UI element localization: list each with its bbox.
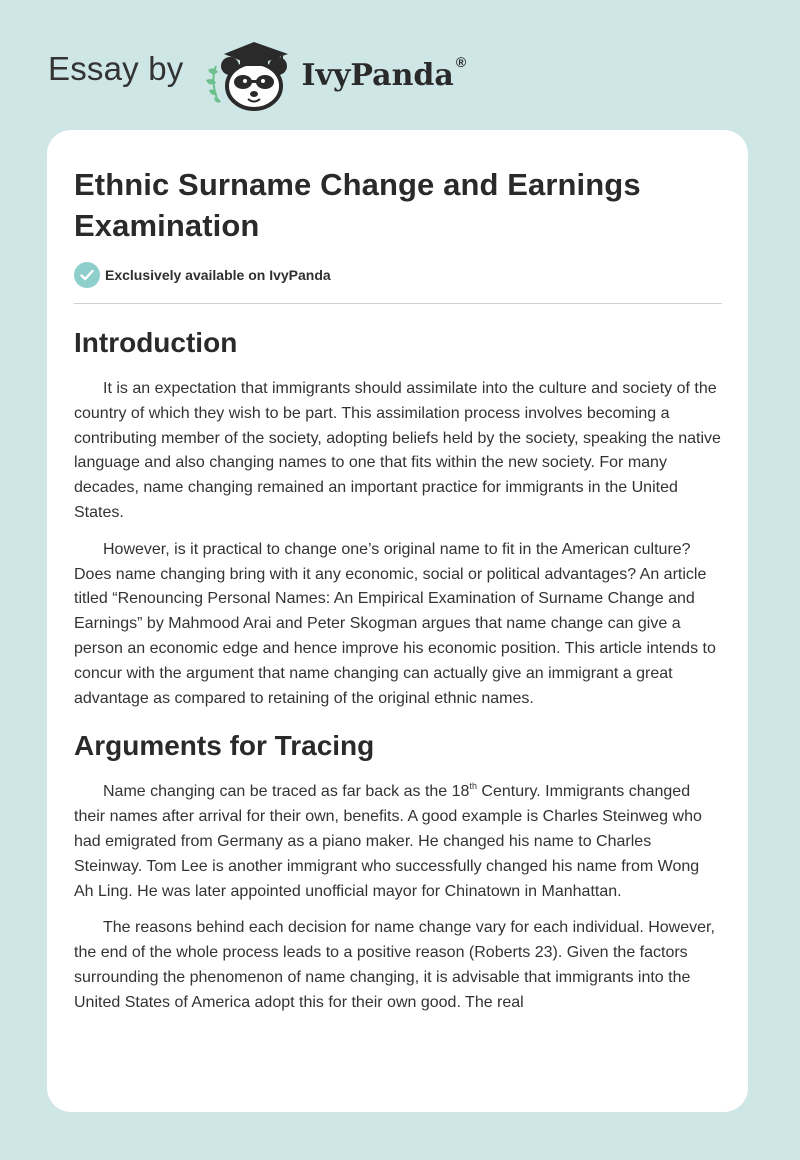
paragraph-text: Century. Immigrants changed their names after arrival for their own, benefits. A good example is Charles Steinweg who had emigrated from Germany as a piano maker. He changed his name to Charles Steinway. Tom Lee is another immigrant who successfully changed his name from Wong Ah Ling. He was later appointed unofficial mayor for Chinatown in Manhattan. xyxy=(74,783,702,900)
paragraph xyxy=(74,780,722,904)
registered-mark: ® xyxy=(455,53,467,70)
exclusive-badge xyxy=(74,261,722,289)
panda-logo-icon xyxy=(198,36,298,112)
brand-header[interactable] xyxy=(48,36,466,112)
section-heading-arguments: Arguments for Tracing xyxy=(74,730,375,762)
brand-name xyxy=(301,53,467,93)
paragraph: It is an expectation that immigrants should assimilate into the culture and society of the country of which they wish to be part. This assimilation process involves becoming a contributing member of the society, adopting beliefs held by the society, speaking the native language and also changing names to one that fits within the new society. For many decades, name changing remained an important practice for immigrants in the United States. xyxy=(74,380,721,521)
paragraph-text: Name changing can be traced as far back as the 18 xyxy=(103,783,470,801)
badge-text: Exclusively available on IvyPanda xyxy=(105,267,331,283)
divider xyxy=(74,303,722,304)
paragraph: The reasons behind each decision for name change vary for each individual. However, the end of the whole process leads to a positive reason (Roberts 23). Given the factors surrounding the phenomenon of name changing, it is advisable that immigrants into the United States of America adopt this for their own good. The real xyxy=(74,919,715,1011)
paragraph: However, is it practical to change one’s original name to fit in the American culture? Does name changing bring with it any economic, social or political advantages? An article titled “Renouncing Personal Names: An Empirical Examination of Surname Change and Earnings” by Mahmood Arai and Peter Skogman argues that name change can give a person an economic edge and hence improve his economic position. This article intends to concur with the argument that name changing can actually give an immigrant a great advantage as compared to retaining of the original ethnic names. xyxy=(74,540,716,707)
brand-name-text: IvyPanda xyxy=(301,57,454,93)
check-icon xyxy=(74,262,100,288)
article-card xyxy=(47,130,748,1112)
section-heading-introduction: Introduction xyxy=(74,327,238,358)
article-title: Ethnic Surname Change and Earnings Examination xyxy=(74,167,641,243)
brand-prefix: Essay by xyxy=(48,50,184,87)
ordinal-superscript: th xyxy=(469,781,477,792)
